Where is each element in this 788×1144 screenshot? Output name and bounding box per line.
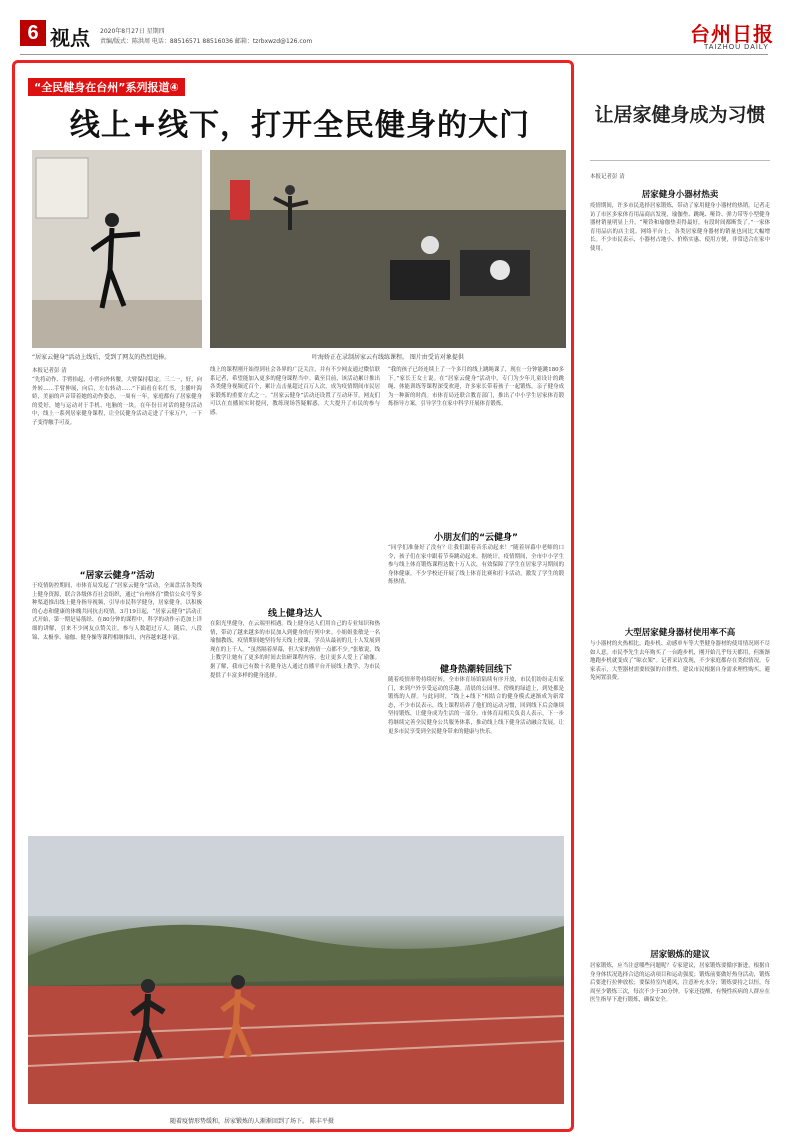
side-text-b: 与小器材的火热相比，跑步机、动感单车等大型健身器材的使用情况则不尽如人意。市民李先生去年购买了一台跑步机，刚开始几乎每天都用，但渐渐地跑步机就变成了“晾衣架”。记者采访发现，不少家庭都存在类似情况。专家表示，大型器材需要较强的自律性，建议市民根据自身需求理性购买，避免闲置浪费。: [590, 641, 770, 682]
series-tag: “全民健身在台州”系列报道④: [28, 78, 185, 96]
main-byline: 本报记者彭 清: [32, 368, 67, 374]
page-header: [0, 0, 788, 56]
side-byline: 本报记者彭 清: [590, 174, 625, 180]
col3-text-a: “我的孩子已经连续上了一个多月的线上跳绳课了，现在一分钟能跳180多下。”家长王女士说。在“居家云健身”活动中，专门为少年儿童设计的跳绳、体能训练等课程深受欢迎，许多家长带着孩子一起锻炼，亲子健身成为一种新的时尚。市体育局还联合教育部门，推出了中小学生居家体育锻炼指导方案，引导学生在家中科学开展体育锻炼。: [388, 367, 564, 408]
side-divider: [590, 160, 770, 161]
main-headline: 线上+线下，打开全民健身的大门: [69, 108, 531, 143]
photo3-caption: 随着疫情形势缓和，居家锻炼的人渐渐回到了场下。 陈丰平摄: [170, 1118, 334, 1125]
photo-recording-studio-illustration: [210, 150, 566, 348]
subhead-home-cloud: “居家云健身”活动: [79, 571, 155, 581]
photo1-caption: “居家云健身”活动上线后，受到了网友的热烈追捧。: [32, 354, 171, 361]
page-number: 6: [20, 20, 46, 46]
col2-text-b: 在阳光里健身，在云端里相遇。线上健身达人们用自己的专业知识和热情，带动了越来越多的市民加入到健身的行列中来。小姐姐张敏是一名瑜伽教练，疫情期间她坚持每天线上授课，学员从最初的几十人发展到现在的上千人。“虽然隔着屏幕，但大家的热情一点都不少。”张敏说，线上教学让她有了更多的时间去钻研课程内容，也让更多人爱上了瑜伽。据了解，我市已有数十名健身达人通过直播平台开展线上教学，为市民提供了丰富多样的健身选择。: [210, 621, 380, 679]
subhead-offline-return: 健身热潮转回线下: [439, 665, 512, 675]
subhead-online-experts: 线上健身达人: [267, 609, 322, 619]
editor-line: 责编/版式：陈洪周 电话：88516571 88516036 邮箱：tzrbxwzd@126.com: [100, 38, 313, 45]
photo2-caption: 叶海娇正在录制居家云有线练课程。 图片由受访对象提供: [312, 354, 464, 361]
col1-text-b: 于疫情防控期间，市体育局发起了“居家云健身”活动，全面盘活各类线上健身资源，联合各级体育社会组织，通过“台州体育”微信公众号等多种渠道推出线上健身指导视频，引导市民科学健身，居家健身，以积极的心态和健康的体魄共同抗击疫情。3月19日起，“居家云健身”活动正式开始，第一期是易筋经、在80分钟的课程中，科学的动作示范加上详细的讲解，引来不少网友点赞关注，参与人数超过万人。随后，八段锦、太极拳、瑜伽、健身操等课程相继推出，内容越来越丰富。: [32, 583, 202, 641]
photo-runners-illustration: [28, 836, 564, 1104]
newspaper-logo-en: TAIZHOU DAILY: [704, 44, 769, 51]
side-subhead-advice: 居家锻炼的建议: [650, 950, 710, 960]
side-text-a: 疫情期间，许多市民选择居家锻炼，带动了家用健身小器材的热销。记者走访了市区多家体育用品商店发现，瑜伽垫、跳绳、哑铃、弹力带等小型健身器材销量明显上升。“哑铃和瑜伽垫卖得最好，有段时间都断货了。”一家体育用品店的店主说。网络平台上，各类居家健身器材的销量也同比大幅增长。不少市民表示，小器材占地小、价格实惠、使用方便，非常适合在家中使用。: [590, 203, 770, 252]
header-divider: [20, 54, 768, 55]
subhead-kids-cloud: 小朋友们的“云健身”: [434, 533, 518, 543]
date-line: 2020年8月27日 星期四: [100, 28, 165, 35]
newspaper-logo: 台州日报: [690, 22, 774, 46]
photo-recording-studio: [210, 150, 566, 348]
col2-text-a: 线上的课程刚开始得到社会各界的广泛关注，并有不少网友通过微信联系记者，希望能加入更多的健身课程当中。截至目前，该活动累计推出各类健身视频近百个，累计点击量超过百万人次，成为疫情期间市民居家锻炼的重要方式之一。“居家云健身”活动还设置了互动环节，网友们可以在直播间实时提问，教练现场答疑解惑，大大提升了市民的参与感。: [210, 367, 380, 416]
section-title: 视点: [50, 26, 90, 50]
side-headline: 让居家健身成为习惯: [594, 104, 766, 126]
col1-text-a: “先将动作、手臂抬起，小臂向外转腰，大臂保持稳定。三二一，好，向外转……手臂伸展，向后，左右转动……”下面看在名红书，主播叶海娇，美丽的声音带着她的动作姿态，一周有一年，家庭都有了居家健身的爱好，她与运动对于手机、电脑的一块，在年份日对话的健身活动中，线上一系列居家健身课程，让全民健身活动走进了千家万户，一下子变得触手可及。: [32, 377, 202, 426]
side-subhead-small-gear: 居家健身小器材热卖: [641, 190, 719, 200]
photo-runners-track: [28, 836, 564, 1104]
side-text-c: 居家锻炼，应当注意哪些问题呢？专家建议，居家锻炼要循序渐进，根据自身身体状况选择合适的运动项目和运动强度；锻炼前要做好热身活动，锻炼后要进行拉伸放松；要保持室内通风，注意补充水分；锻炼要持之以恒，每周至少锻炼三次，每次不少于30分钟。专家还提醒，有慢性疾病的人群应在医生指导下进行锻炼，确保安全。: [590, 963, 770, 1004]
photo-home-workout: [32, 150, 202, 348]
side-subhead-large-gear: 大型居家健身器材使用率不高: [624, 628, 736, 638]
col3-text-c: 随着疫情形势持续好转，全市体育场馆陆续有序开放，市民们纷纷走出家门，来到户外享受运动的乐趣。清晨的公园里、傍晚的绿道上，到处都是锻炼的人群。与此同时，“线上+线下”相结合的健身模式逐渐成为新常态，不少市民表示，线上课程培养了他们的运动习惯，回到线下后会继续坚持锻炼，让健身成为生活的一部分。市体育局相关负责人表示，下一步将继续完善全民健身公共服务体系，推动线上线下健身活动融合发展，让更多市民享受到全民健身带来的健康与快乐。: [388, 677, 564, 735]
col3-text-b: “同学们准备好了没有？让我们跟着音乐动起来！”随着屏幕中老师的口令，孩子们在家中跟着节奏跳动起来。据统计，疫情期间，全市中小学生参与线上体育锻炼课程达数十万人次，有效保障了学生在居家学习期间的身体健康。不少学校还开展了线上体育比赛和打卡活动，激发了学生的锻炼热情。: [388, 545, 564, 586]
photo-home-workout-illustration: [32, 150, 202, 348]
